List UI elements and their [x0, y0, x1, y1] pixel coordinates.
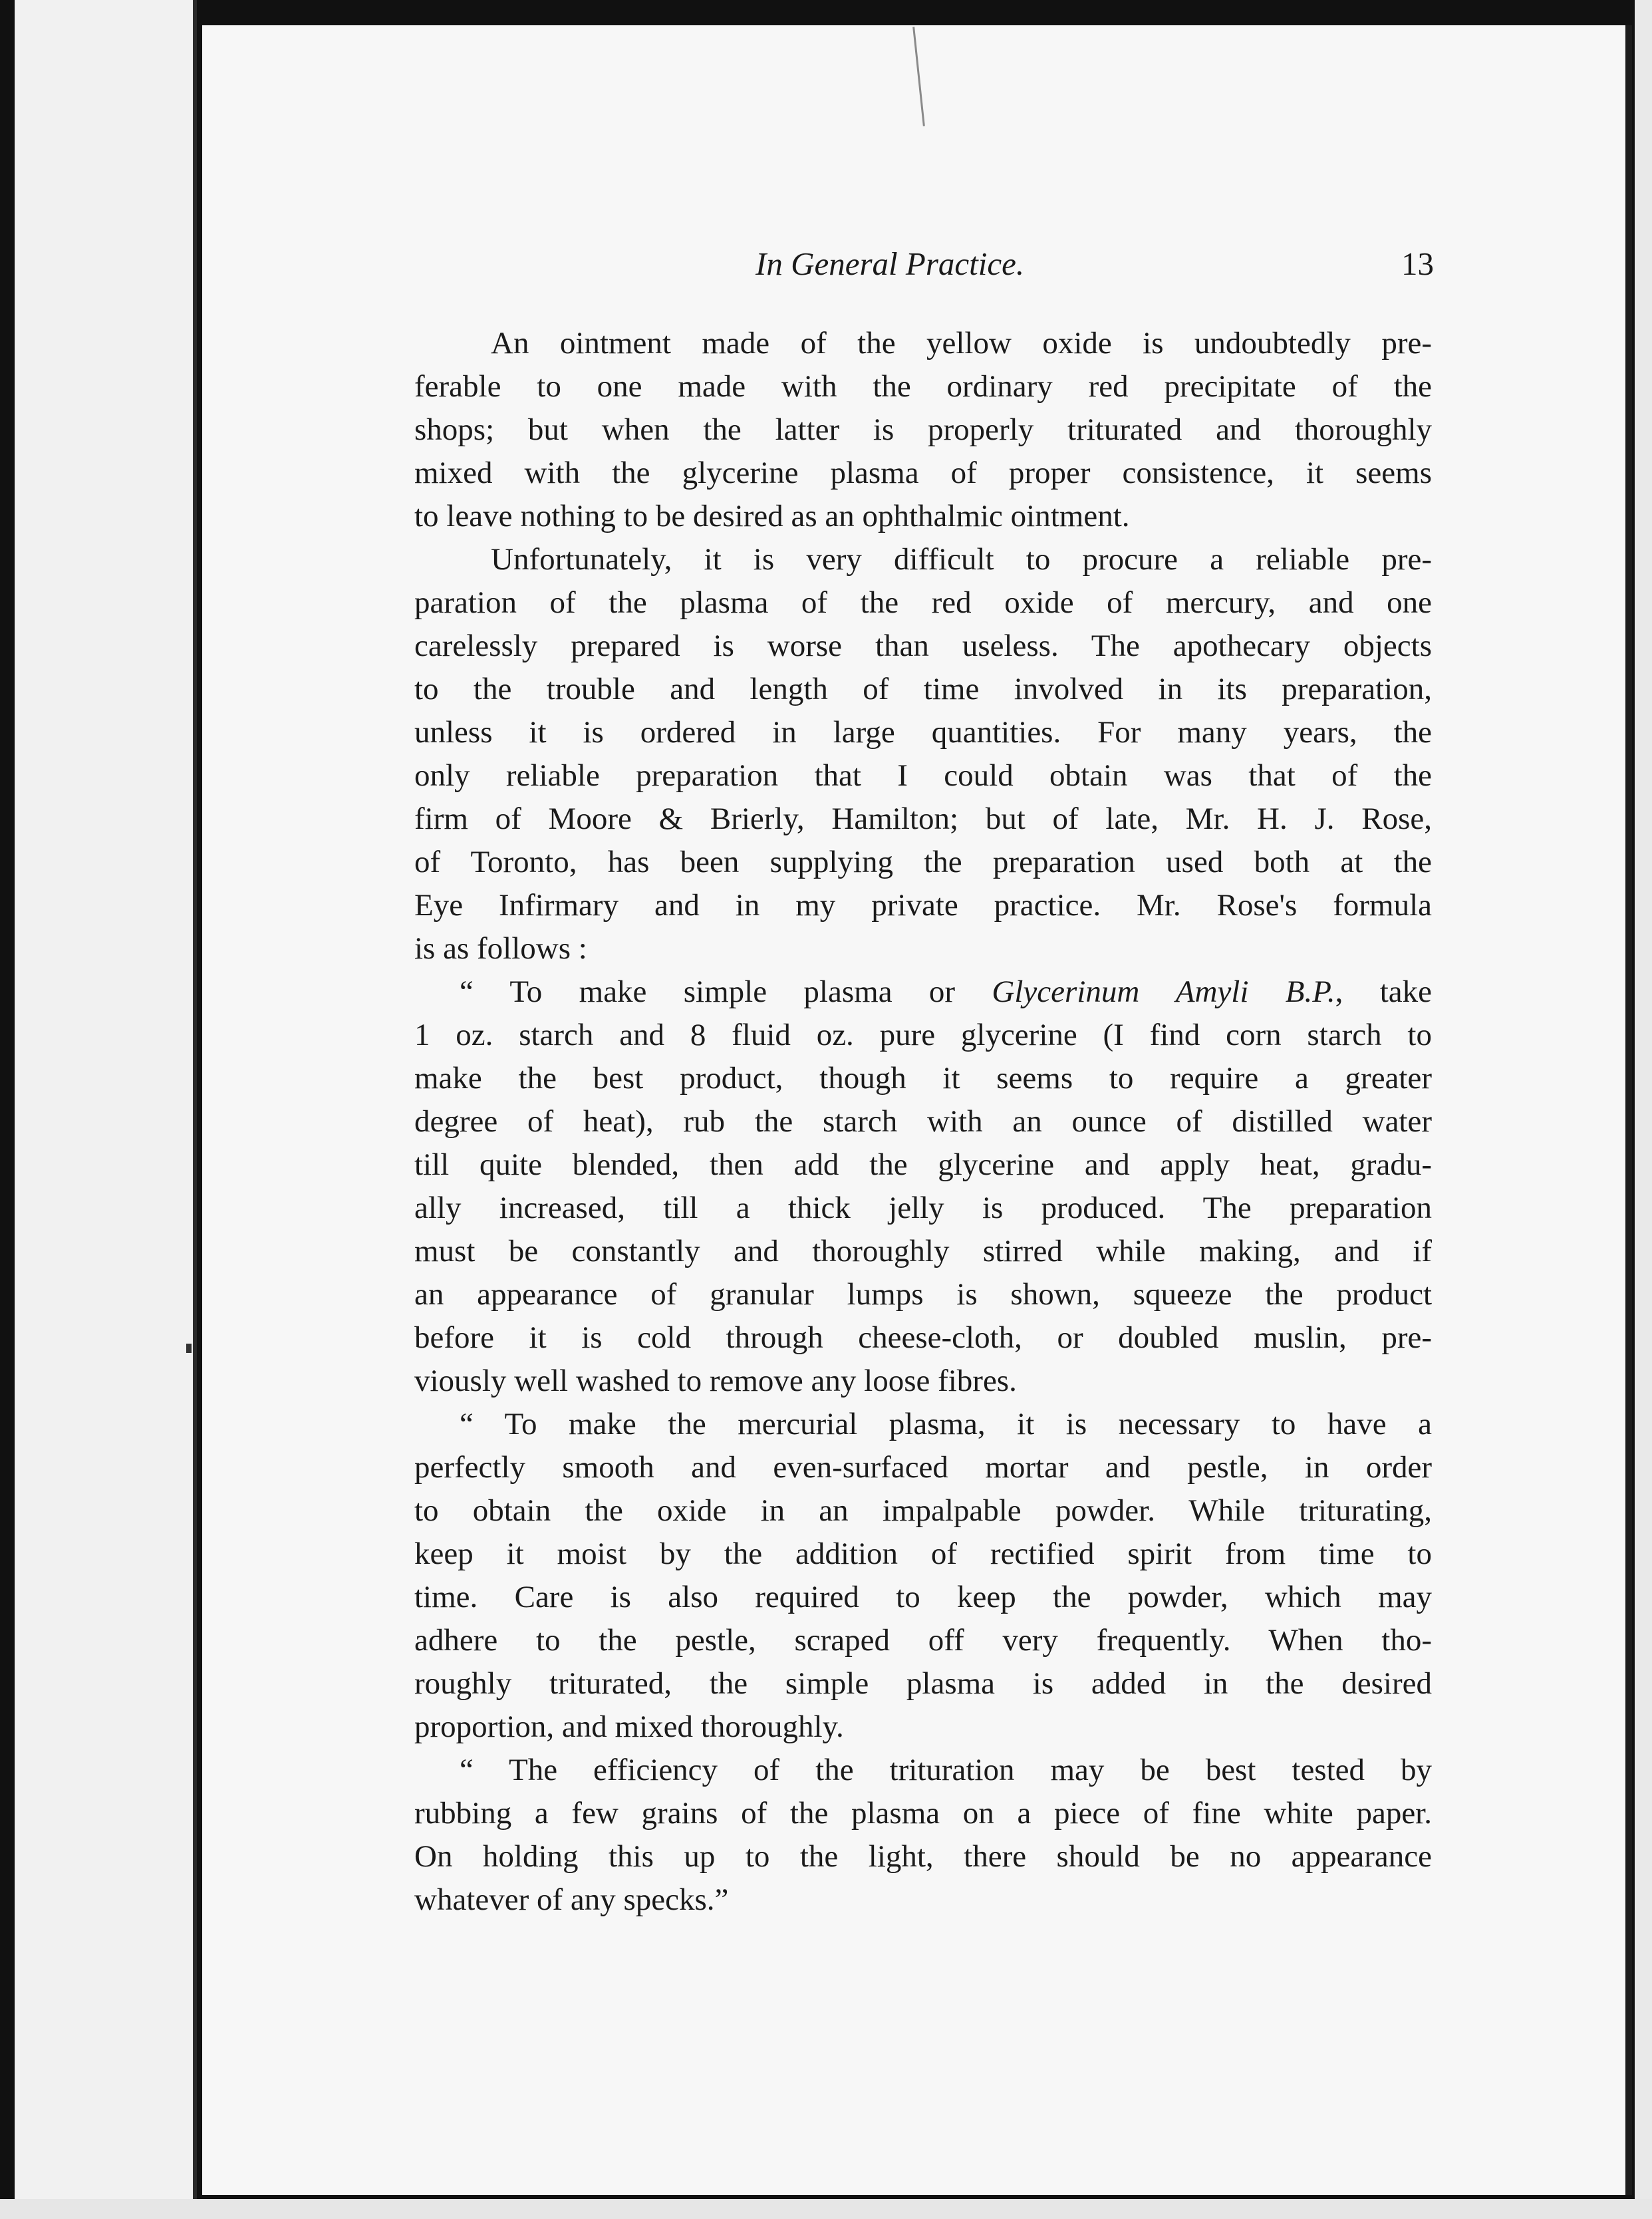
text-line: degree of heat), rub the starch with an ounce of distilled water: [414, 1104, 1432, 1139]
running-title: In General Practice.: [756, 245, 1025, 282]
text-line: adhere to the pestle, scraped off very frequently. When tho-: [414, 1623, 1432, 1658]
text-line: [414, 970, 1432, 1014]
text-line: shops; but when the latter is properly triturated and thoroughly: [414, 412, 1432, 447]
text-line: must be constantly and thoroughly stirred while making, and if: [414, 1234, 1432, 1268]
quote-text: , take: [1335, 974, 1432, 1009]
text-line: viously well washed to remove any loose fibres.: [414, 1364, 1017, 1398]
text-line: ally increased, till a thick jelly is produced. The preparation: [414, 1191, 1432, 1225]
text-line: to the trouble and length of time involved in its preparation,: [414, 672, 1432, 706]
text-line: whatever of any specks.”: [414, 1882, 729, 1917]
italic-term: Glycerinum Amyli B.P.: [992, 974, 1335, 1009]
body-text: [414, 322, 1432, 1922]
bottom-page-edge: [0, 2199, 1652, 2219]
text-line: make the best product, though it seems to require a greater: [414, 1061, 1432, 1096]
text-line: An ointment made of the yellow oxide is undoubtedly pre-: [491, 326, 1432, 361]
text-line: On holding this up to the light, there should be no appearance: [414, 1839, 1432, 1874]
text-line: 1 oz. starch and 8 fluid oz. pure glycerine (I find corn starch to: [414, 1018, 1432, 1052]
text-line: ferable to one made with the ordinary red precipitate of the: [414, 369, 1432, 404]
text-line: keep it moist by the addition of rectified spirit from time to: [414, 1537, 1432, 1571]
text-line: an appearance of granular lumps is shown, squeeze the product: [414, 1277, 1432, 1312]
facing-page-edge: [15, 0, 197, 2219]
text-line: before it is cold through cheese-cloth, or doubled muslin, pre-: [414, 1320, 1432, 1355]
text-line: perfectly smooth and even-surfaced mortar and pestle, in order: [414, 1450, 1432, 1485]
text-line: “ The efficiency of the trituration may be best tested by: [460, 1753, 1432, 1787]
gutter-mark: [186, 1344, 192, 1353]
text-line: to obtain the oxide in an impalpable powder. While triturating,: [414, 1493, 1432, 1528]
text-line: paration of the plasma of the red oxide of mercury, and one: [414, 585, 1432, 620]
text-line: of Toronto, has been supplying the preparation used both at the: [414, 845, 1432, 879]
text-line: carelessly prepared is worse than useless. The apothecary objects: [414, 629, 1432, 663]
running-header: [756, 245, 1434, 291]
text-line: Unfortunately, it is very difficult to procure a reliable pre-: [491, 542, 1432, 577]
text-line: Eye Infirmary and in my private practice. Mr. Rose's formula: [414, 888, 1432, 923]
text-line: time. Care is also required to keep the powder, which may: [414, 1580, 1432, 1614]
text-line: is as follows :: [414, 931, 587, 966]
text-line: to leave nothing to be desired as an ophthalmic ointment.: [414, 499, 1130, 533]
page-number: 13: [1401, 245, 1434, 282]
text-line: mixed with the glycerine plasma of proper consistence, it seems: [414, 456, 1432, 490]
text-line: firm of Moore & Brierly, Hamilton; but of late, Mr. H. J. Rose,: [414, 802, 1432, 836]
text-line: only reliable preparation that I could obtain was that of the: [414, 758, 1432, 793]
text-line: rubbing a few grains of the plasma on a piece of fine white paper.: [414, 1796, 1432, 1831]
quote-text: “ To make simple plasma or: [460, 974, 992, 1009]
text-line: roughly triturated, the simple plasma is added in the desired: [414, 1666, 1432, 1701]
text-line: unless it is ordered in large quantities. For many years, the: [414, 715, 1432, 750]
text-line: till quite blended, then add the glycerine and apply heat, gradu-: [414, 1147, 1432, 1182]
right-page-edge: [1635, 0, 1652, 2219]
text-line: “ To make the mercurial plasma, it is necessary to have a: [460, 1407, 1432, 1441]
text-line: proportion, and mixed thoroughly.: [414, 1709, 844, 1744]
